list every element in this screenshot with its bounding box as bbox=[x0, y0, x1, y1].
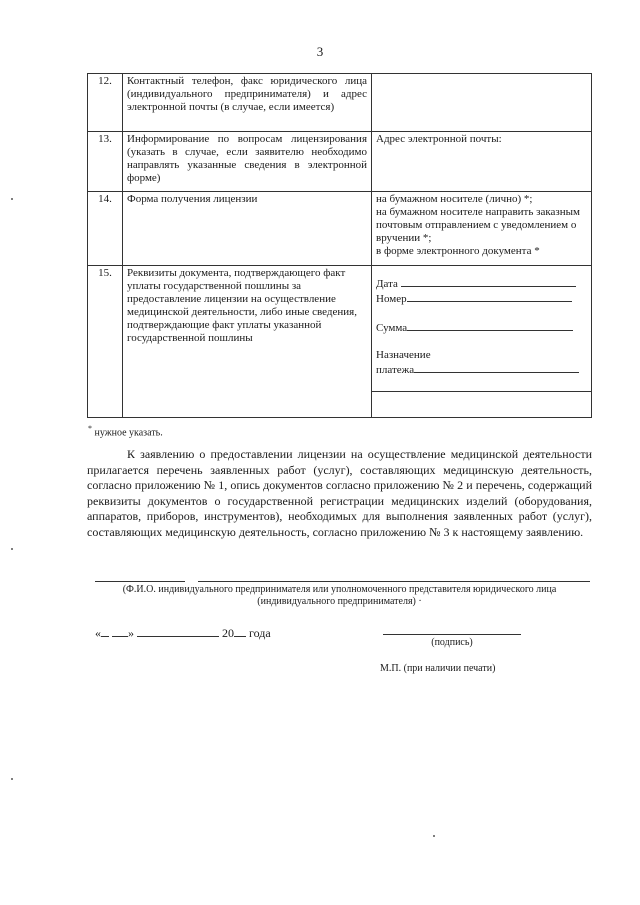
payment-purpose-label-2: платежа bbox=[376, 364, 415, 376]
email-address-label: Адрес электронной почты: bbox=[376, 133, 502, 145]
row-number: 15. bbox=[88, 266, 123, 418]
table-row bbox=[88, 266, 592, 418]
day-blank-1[interactable] bbox=[101, 625, 109, 637]
stamp-note: М.П. (при наличии печати) bbox=[380, 663, 496, 674]
payment-number-label: Номер bbox=[376, 293, 407, 305]
scan-speck bbox=[11, 778, 13, 780]
payment-purpose-label-1: Назначение bbox=[376, 349, 431, 361]
payment-sum-field[interactable] bbox=[376, 320, 587, 335]
payment-number-field[interactable] bbox=[376, 291, 587, 306]
year-prefix: 20 bbox=[222, 626, 234, 640]
option-paper-by-mail[interactable]: на бумажном носителе направить заказным почтовым отправлением с уведомлением о вручении *; bbox=[376, 206, 580, 244]
table-row bbox=[88, 132, 592, 192]
page-number: 3 bbox=[316, 44, 324, 59]
row-value-cell[interactable] bbox=[372, 74, 592, 132]
table-row bbox=[88, 192, 592, 266]
payment-sum-label: Сумма bbox=[376, 322, 408, 334]
year-suffix: года bbox=[249, 626, 271, 640]
year-blank[interactable] bbox=[234, 625, 246, 637]
payment-date-label: Дата bbox=[376, 278, 398, 290]
cell-divider bbox=[372, 391, 591, 392]
table-row bbox=[88, 74, 592, 132]
day-blank-2[interactable] bbox=[112, 625, 128, 637]
option-electronic[interactable]: в форме электронного документа * bbox=[376, 245, 540, 257]
signatory-caption-2: (индивидуального предпринимателя) · bbox=[257, 596, 422, 607]
month-blank[interactable] bbox=[137, 625, 219, 637]
attachments-paragraph: К заявлению о предоставлении лицензии на осуществление медицинской деятельности прилагается перечень заявленных работ (услуг), составляющих медицинскую деятельность, согласно приложению № 1, опись документов согласно приложению № 2 и перечень, содержащий реквизиты документов о государственной регистрации медицинских изделий (оборудования, аппаратов, приборов, инструментов), необходимых для выполнения заявленных работ (услуг), составляющих медицинскую деятельность, согласно приложению № 3 к настоящему заявлению. bbox=[87, 447, 592, 539]
payment-purpose-field[interactable] bbox=[376, 362, 587, 377]
option-paper-in-person[interactable]: на бумажном носителе (лично) *; bbox=[376, 193, 533, 205]
row-description: Форма получения лицензии bbox=[123, 192, 372, 266]
footnote bbox=[88, 424, 163, 438]
scan-speck bbox=[11, 548, 13, 550]
name-line-short bbox=[95, 581, 185, 582]
signatory-name-line[interactable] bbox=[198, 581, 590, 582]
scan-speck bbox=[433, 835, 435, 837]
date-line bbox=[95, 625, 271, 641]
license-form-options-cell bbox=[372, 192, 592, 266]
payment-details-cell bbox=[372, 266, 592, 418]
row-number: 14. bbox=[88, 192, 123, 266]
row-description: Контактный телефон, факс юридического лица (индивидуального предпринимателя) и адрес электронной почты (в случае, если имеется) bbox=[123, 74, 372, 132]
signatory-caption-1: (Ф.И.О. индивидуального предпринимателя или уполномоченного представителя юридического лица bbox=[122, 584, 557, 595]
payment-date-field[interactable] bbox=[376, 276, 587, 291]
row-description: Информирование по вопросам лицензирования (указать в случае, если заявителю необходимо направлять указанные сведения в электронной форме) bbox=[123, 132, 372, 192]
row-number: 13. bbox=[88, 132, 123, 192]
application-form-table bbox=[87, 73, 592, 418]
signature-caption: (подпись) bbox=[431, 637, 473, 648]
footnote-text: нужное указать. bbox=[94, 427, 163, 439]
email-address-cell[interactable] bbox=[372, 132, 592, 192]
signature-line[interactable] bbox=[383, 634, 521, 635]
date-open-quote: « bbox=[95, 626, 101, 640]
row-number: 12. bbox=[88, 74, 123, 132]
date-close-quote: » bbox=[128, 626, 134, 640]
footnote-mark: * bbox=[88, 424, 92, 433]
row-description: Реквизиты документа, подтверждающего факт уплаты государственной пошлины за предоставление лицензии на осуществление медицинской деятельности, либо иные сведения, подтверждающие факт уплаты указанной государственной пошлины bbox=[123, 266, 372, 418]
scan-speck bbox=[11, 198, 13, 200]
